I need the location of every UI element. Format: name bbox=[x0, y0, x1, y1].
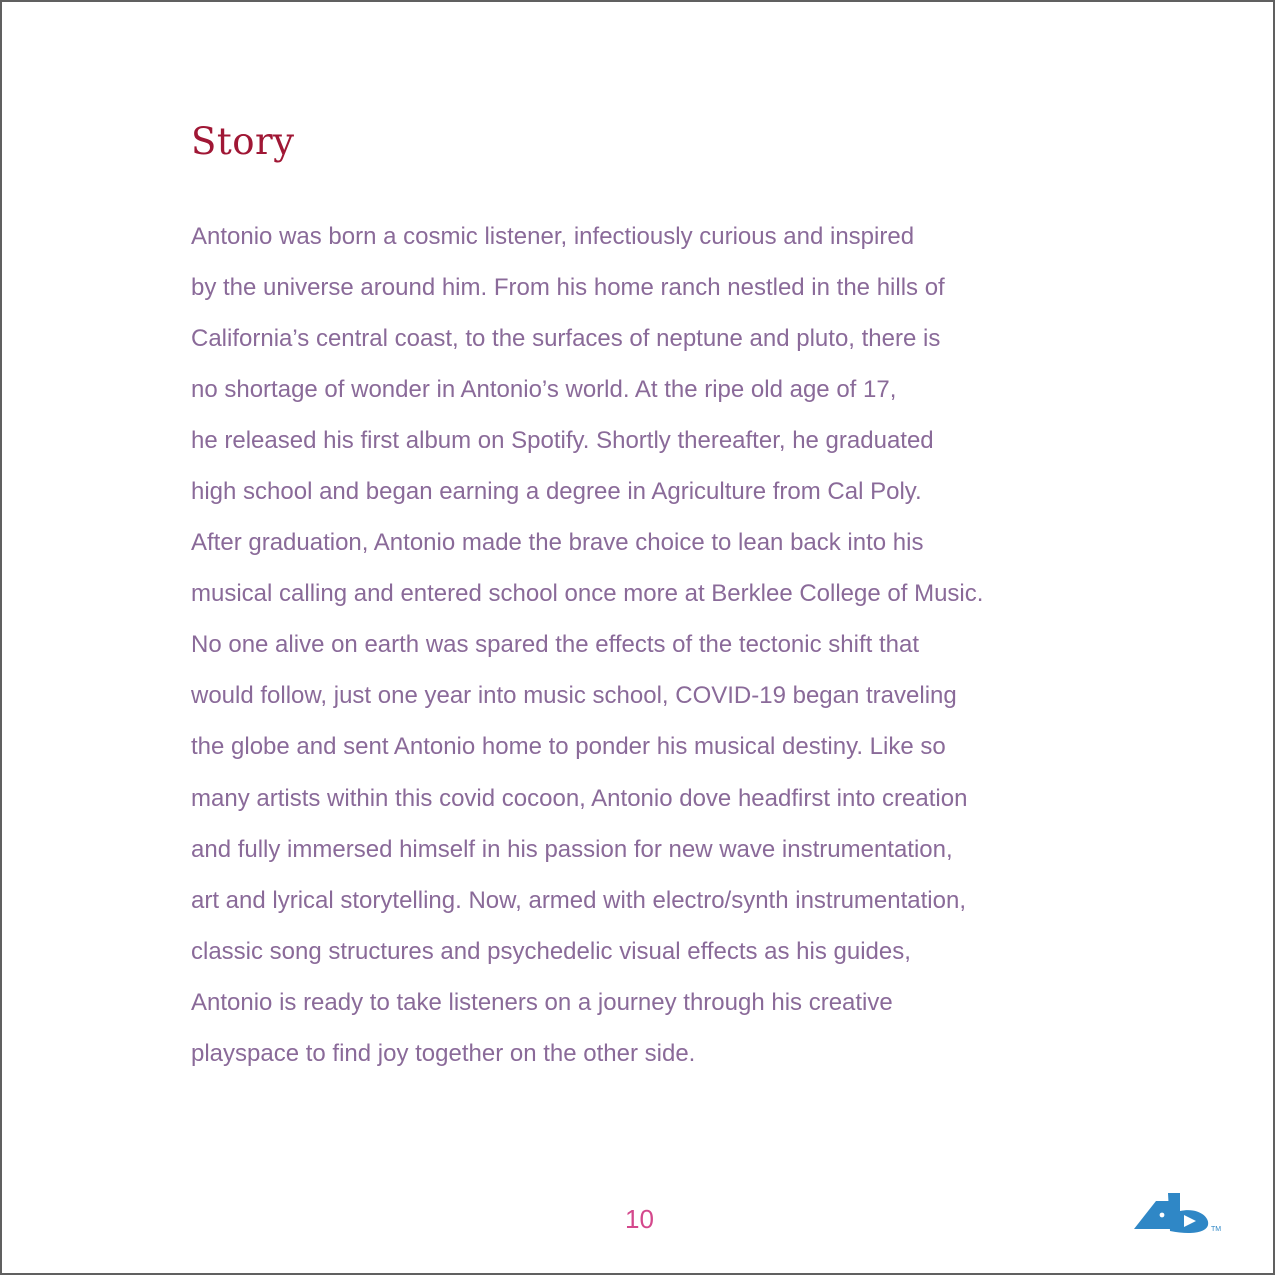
logo-trademark: TM bbox=[1211, 1226, 1222, 1233]
ab-logo-icon bbox=[1134, 1191, 1226, 1237]
body-line: no shortage of wonder in Antonio’s world. At the ripe old age of 17, bbox=[191, 376, 897, 404]
body-line: he released his first album on Spotify. Shortly thereafter, he graduated bbox=[191, 427, 934, 455]
body-line: Antonio was born a cosmic listener, infectiously curious and inspired bbox=[191, 223, 915, 250]
body-line: classic song structures and psychedelic visual effects as his guides, bbox=[191, 937, 911, 965]
page-title: Story bbox=[191, 120, 295, 163]
body-line: the globe and sent Antonio home to ponder his musical destiny. Like so bbox=[191, 733, 946, 761]
body-line: by the universe around him. From his home ranch nestled in the hills of bbox=[191, 274, 945, 302]
body-line: After graduation, Antonio made the brave choice to lean back into his bbox=[191, 529, 924, 557]
body-line: California’s central coast, to the surfaces of neptune and pluto, there is bbox=[191, 325, 941, 353]
body-line: would follow, just one year into music school, COVID-19 began traveling bbox=[191, 682, 957, 710]
body-line: art and lyrical storytelling. Now, armed with electro/synth instrumentation, bbox=[191, 886, 966, 914]
logo-a-shape bbox=[1134, 1201, 1174, 1229]
body-line: playspace to find joy together on the other side. bbox=[191, 1039, 696, 1067]
logo-b-shape bbox=[1168, 1193, 1208, 1233]
body-line: and fully immersed himself in his passion for new wave instrumentation, bbox=[191, 835, 953, 863]
page-number: 10 bbox=[625, 1204, 654, 1234]
body-line: musical calling and entered school once more at Berklee College of Music. bbox=[191, 580, 984, 608]
body-line: many artists within this covid cocoon, Antonio dove headfirst into creation bbox=[191, 784, 968, 812]
body-line: high school and began earning a degree in Agriculture from Cal Poly. bbox=[191, 478, 922, 506]
body-line: Antonio is ready to take listeners on a journey through his creative bbox=[191, 988, 893, 1016]
logo-dot bbox=[1160, 1213, 1165, 1218]
body-line: No one alive on earth was spared the effects of the tectonic shift that bbox=[191, 631, 919, 659]
story-body bbox=[191, 215, 1071, 1083]
